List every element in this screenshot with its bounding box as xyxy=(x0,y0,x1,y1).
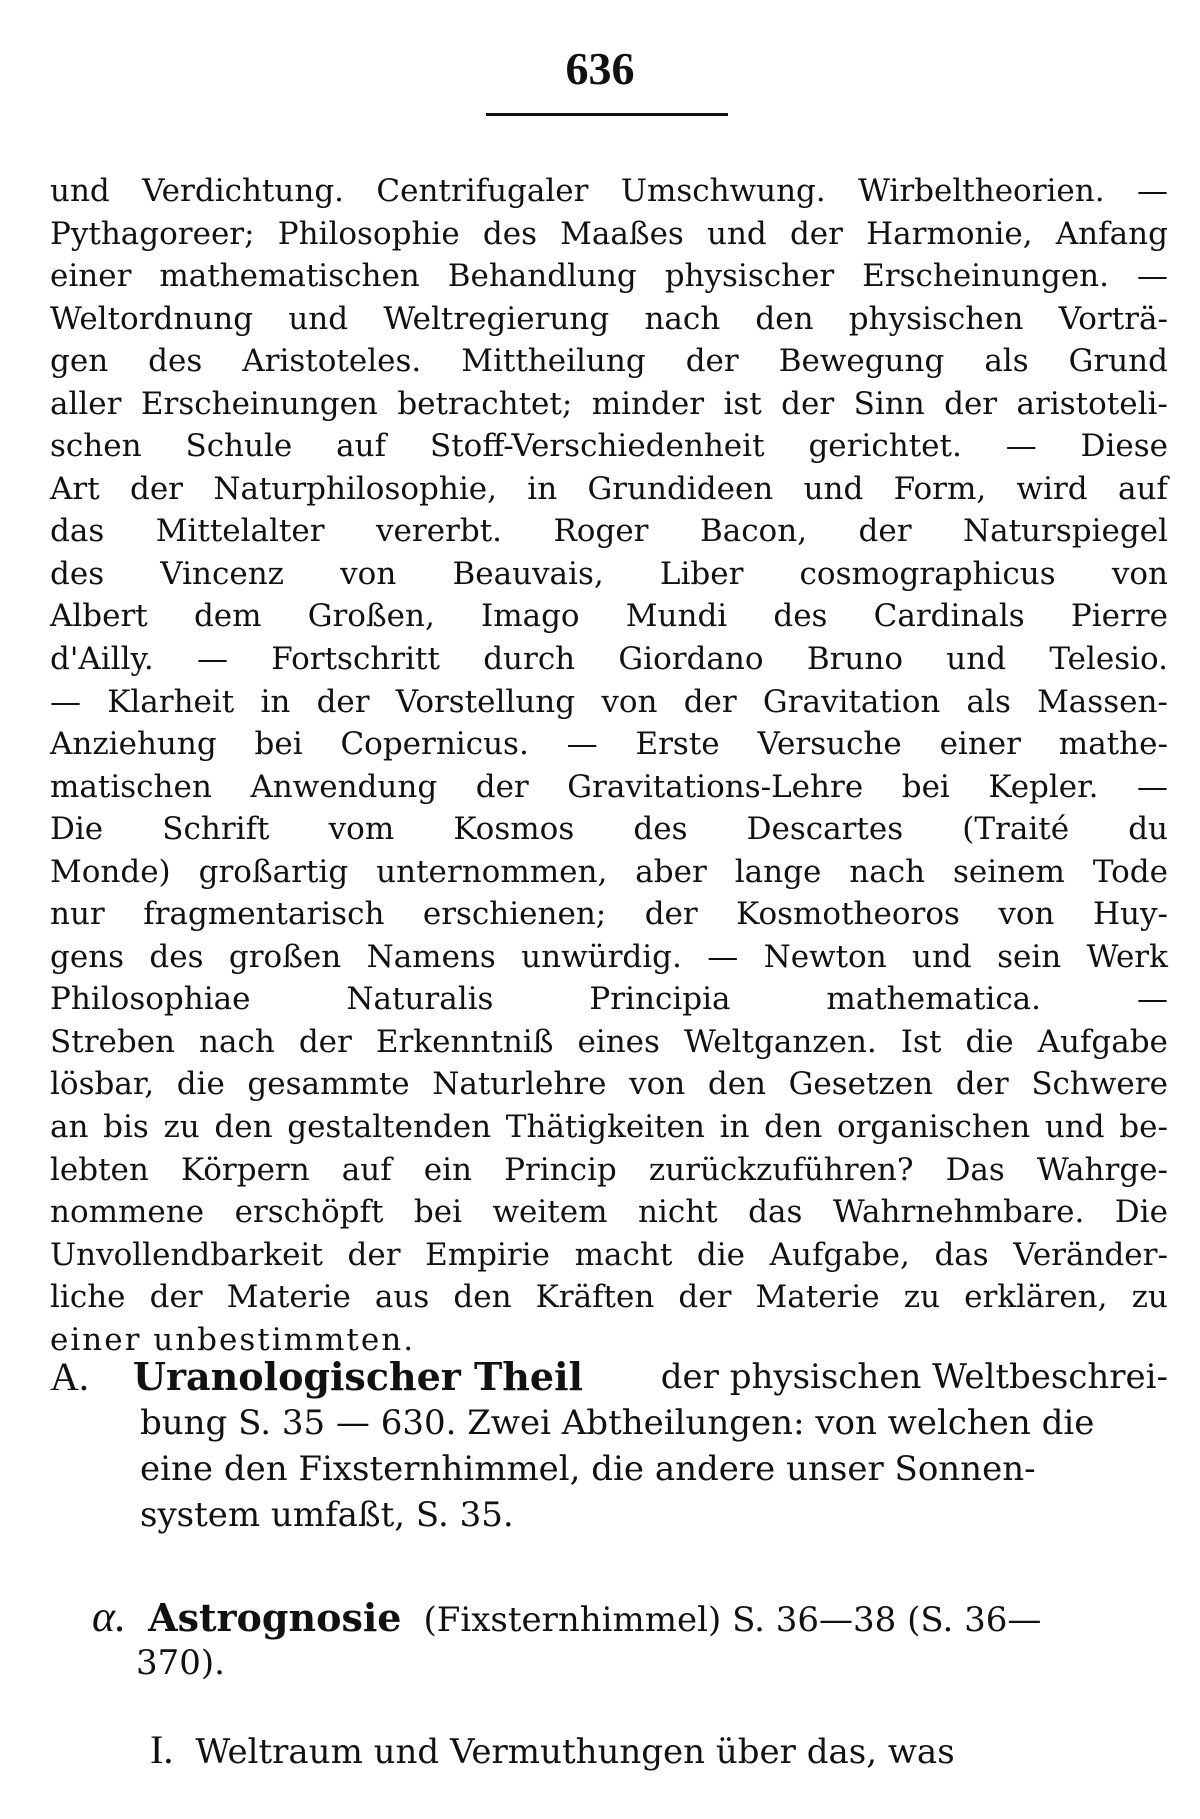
section-a-line-4: system umfaßt, S. 35. xyxy=(140,1495,514,1535)
text-line: gen des Aristoteles. Mittheilung der Bewegung als Grund xyxy=(50,343,1168,380)
section-alpha-marker: α. xyxy=(92,1592,127,1641)
section-a-lead xyxy=(50,1354,583,1400)
text-line: lösbar, die gesammte Naturlehre von den Gesetzen der Schwere xyxy=(50,1066,1168,1103)
section-alpha-line-2: 370). xyxy=(136,1643,225,1683)
page-number: 636 xyxy=(565,43,635,94)
text-line: Anziehung bei Copernicus. — Erste Versuche einer mathe- xyxy=(50,726,1168,763)
section-one xyxy=(150,1727,1168,1773)
text-line: liche der Materie aus den Kräften der Materie zu erklären, zu xyxy=(50,1279,1168,1316)
text-line: d'Ailly. — Fortschritt durch Giordano Bruno und Telesio. xyxy=(50,641,1168,678)
section-one-marker: I. xyxy=(150,1727,174,1772)
text-line: das Mittelalter vererbt. Roger Bacon, der Naturspiegel xyxy=(50,513,1168,550)
section-alpha-line1-rest: (Fixsternhimmel) S. 36—38 (S. 36— xyxy=(423,1600,1042,1640)
text-line: nommene erschöpft bei weitem nicht das Wahrnehmbare. Die xyxy=(50,1194,1168,1231)
section-a-line1-rest: der physischen Weltbeschrei- xyxy=(660,1357,1168,1397)
text-line: aller Erscheinungen betrachtet; minder ist der Sinn der aristoteli- xyxy=(50,385,1168,422)
text-line: Philosophiae Naturalis Principia mathematica. — xyxy=(50,981,1168,1018)
text-line: Albert dem Großen, Imago Mundi des Cardinals Pierre xyxy=(50,598,1168,635)
text-line: lebten Körpern auf ein Princip zurückzuführen? Das Wahrge- xyxy=(50,1151,1168,1188)
section-alpha-line-1 xyxy=(92,1594,1168,1640)
section-one-line-1 xyxy=(150,1727,1168,1773)
text-line: einer unbestimmten. xyxy=(50,1321,416,1358)
header-rule xyxy=(486,113,728,116)
section-a-marker: A. xyxy=(50,1354,89,1399)
text-line: gens des großen Namens unwürdig. — Newton und sein Werk xyxy=(50,938,1168,975)
text-line: und Verdichtung. Centrifugaler Umschwung. Wirbeltheorien. — xyxy=(50,173,1168,209)
section-alpha xyxy=(92,1594,1168,1686)
text-line: Pythagoreer; Philosophie des Maaßes und der Harmonie, Anfang xyxy=(50,215,1168,252)
body-text xyxy=(50,170,1168,1361)
text-line: an bis zu den gestaltenden Thätigkeiten in den organischen und be- xyxy=(50,1109,1168,1146)
text-line: einer mathematischen Behandlung physischer Erscheinungen. — xyxy=(50,258,1168,295)
section-a-line-3: eine den Fixsternhimmel, die andere unser Sonnen- xyxy=(140,1449,1036,1489)
section-one-line1-rest: Weltraum und Vermuthungen über das, was xyxy=(195,1732,955,1772)
section-a-line-2: bung S. 35 — 630. Zwei Abtheilungen: von welchen die xyxy=(140,1403,1095,1443)
text-line: schen Schule auf Stoff-Verschiedenheit gerichtet. — Diese xyxy=(50,428,1168,465)
section-a-heading: Uranologischer Theil xyxy=(132,1354,583,1399)
text-line: Die Schrift vom Kosmos des Descartes (Traité du xyxy=(50,811,1168,848)
text-line: Monde) großartig unternommen, aber lange nach seinem Tode xyxy=(50,853,1168,890)
text-line: Weltordnung und Weltregierung nach den physischen Vorträ- xyxy=(50,300,1168,337)
text-line: des Vincenz von Beauvais, Liber cosmographicus von xyxy=(50,555,1168,592)
text-line: Streben nach der Erkenntniß eines Weltganzen. Ist die Aufgabe xyxy=(50,1023,1168,1060)
text-line: matischen Anwendung der Gravitations-Lehre bei Kepler. — xyxy=(50,768,1168,805)
section-a-line-1 xyxy=(50,1354,1168,1400)
text-line: nur fragmentarisch erschienen; der Kosmotheoros von Huy- xyxy=(50,896,1168,933)
section-a xyxy=(50,1354,1168,1538)
text-line: — Klarheit in der Vorstellung von der Gravitation als Massen- xyxy=(50,683,1168,720)
text-line: Art der Naturphilosophie, in Grundideen und Form, wird auf xyxy=(50,470,1168,507)
text-line: Unvollendbarkeit der Empirie macht die Aufgabe, das Veränder- xyxy=(50,1236,1168,1273)
section-alpha-heading: Astrognosie xyxy=(148,1595,402,1640)
